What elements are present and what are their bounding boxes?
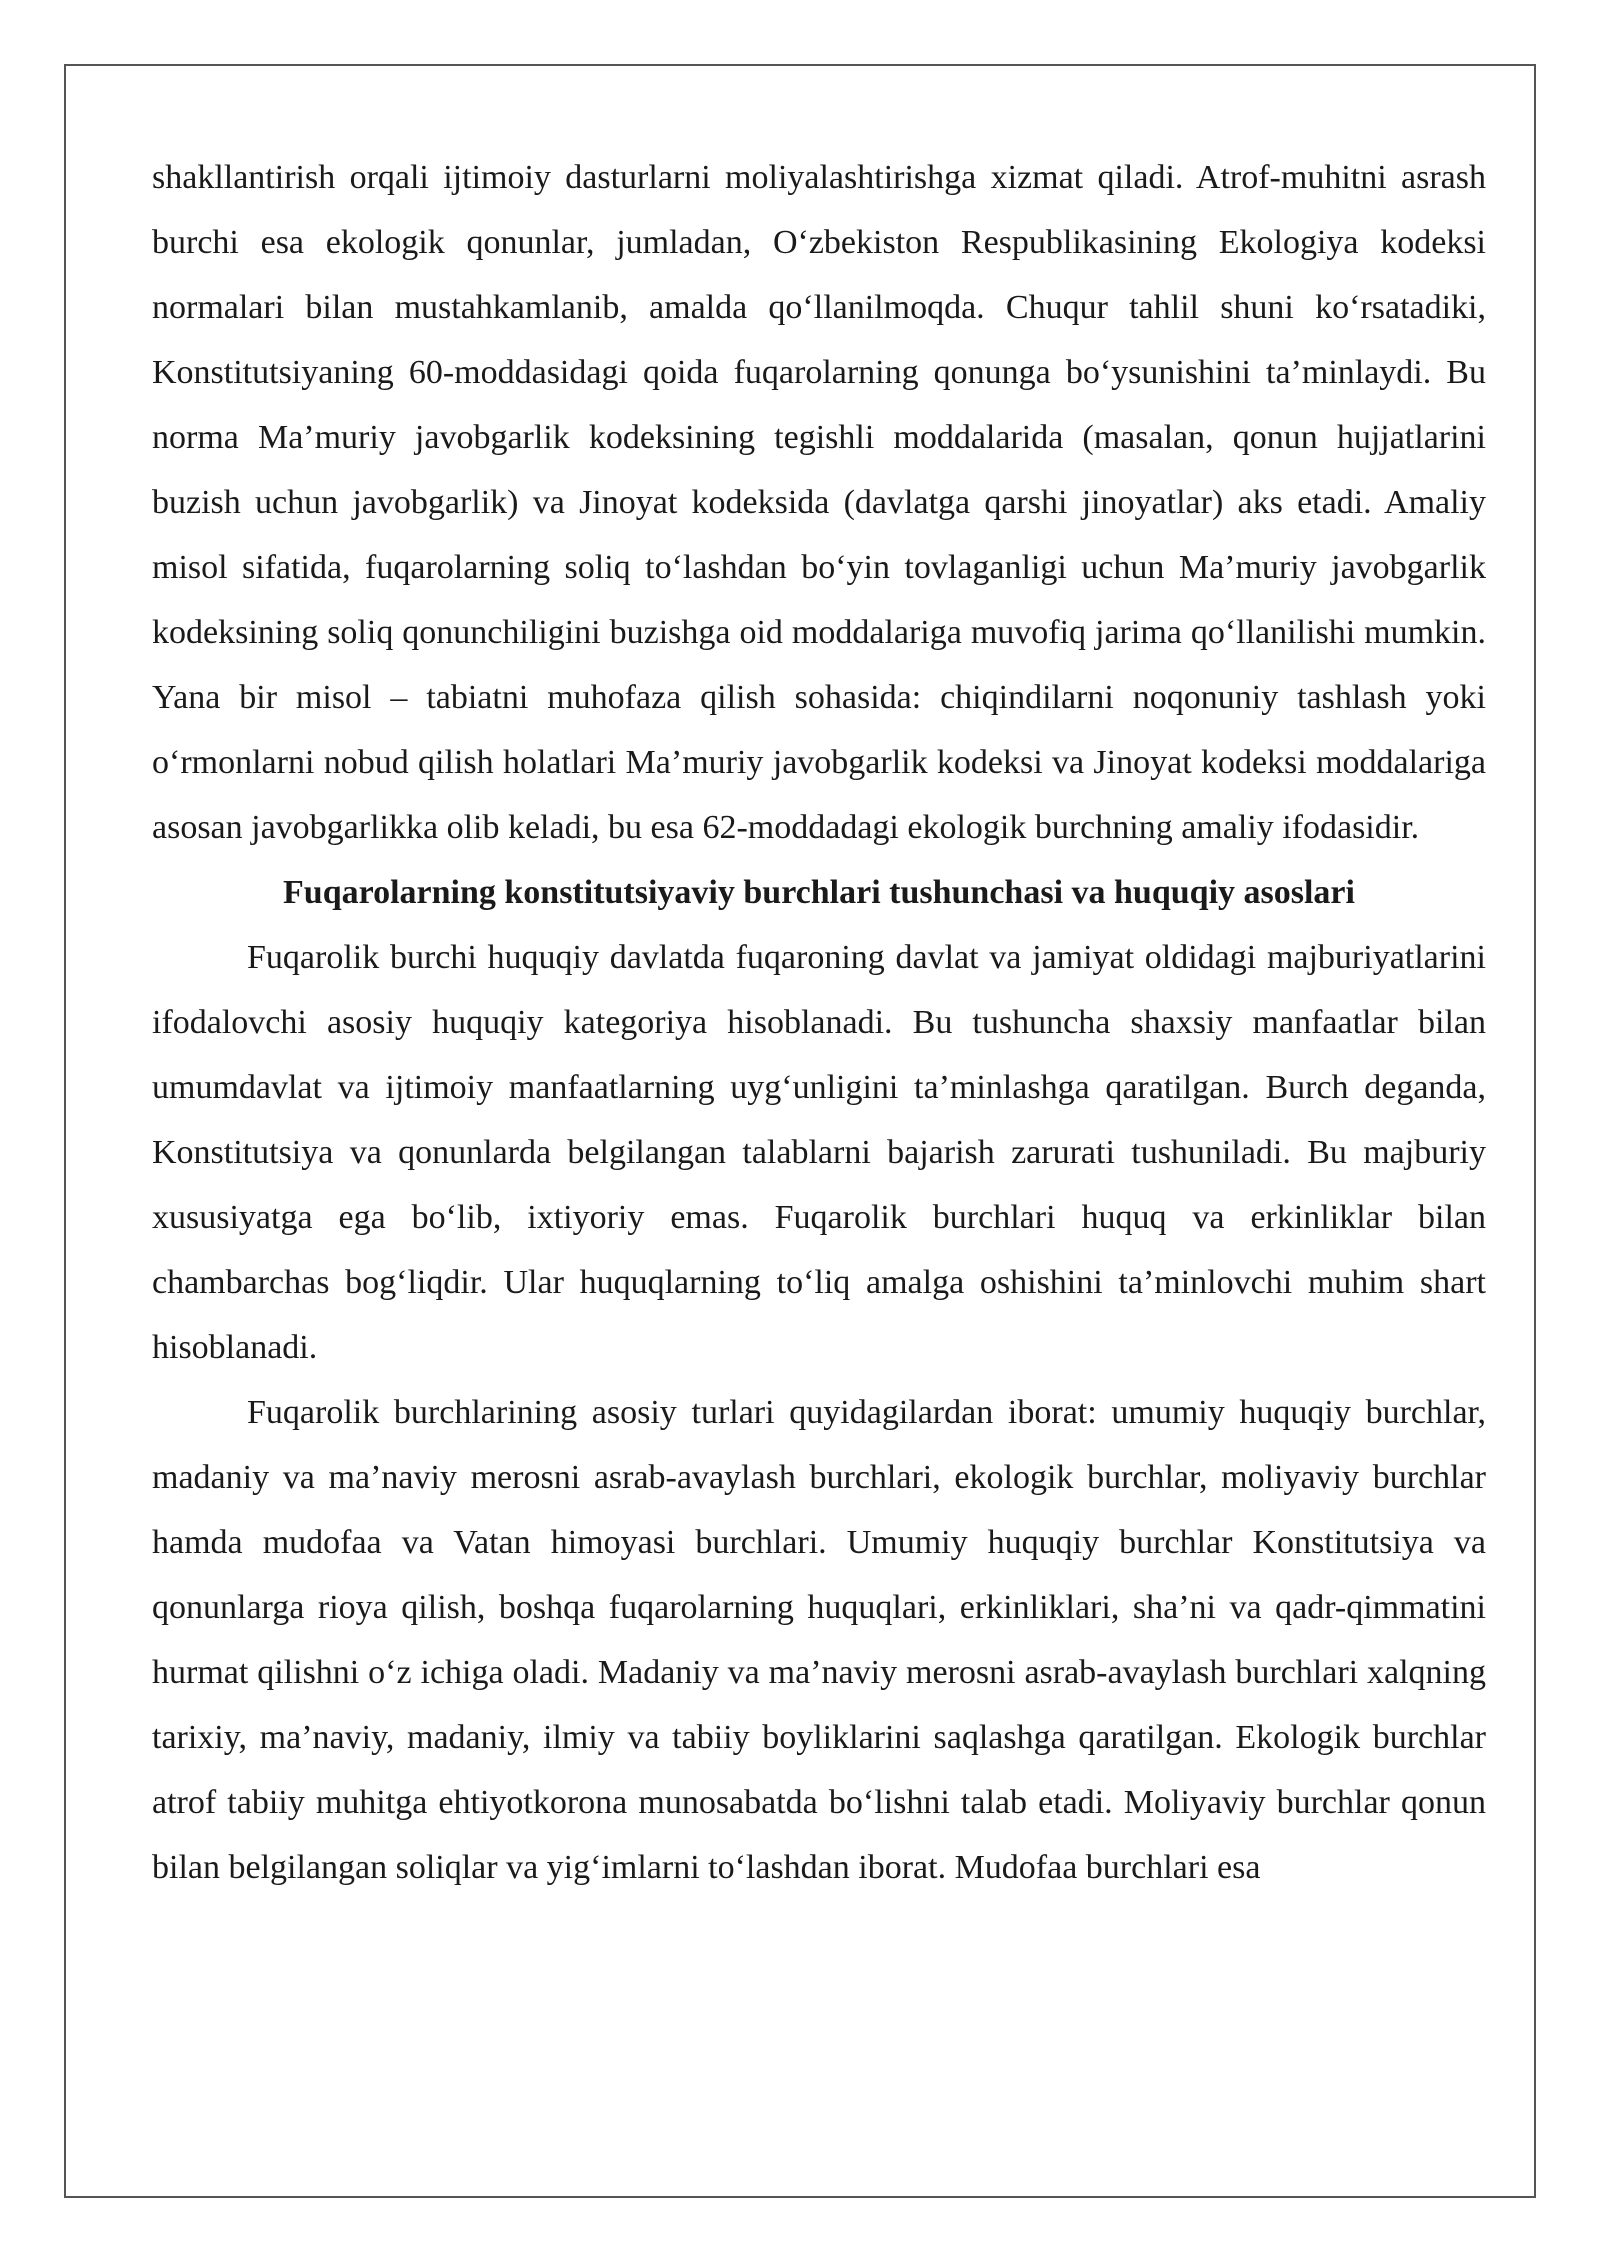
section-heading: Fuqarolarning konstitutsiyaviy burchlari tushunchasi va huquqiy asoslari: [283, 874, 1355, 911]
paragraph-civic-duty-definition: Fuqarolik burchi huquqiy davlatda fuqaroning davlat va jamiyat oldidagi majburiyatlarini ifodalovchi asosiy huquqiy kategoriya hisoblanadi. Bu tushuncha shaxsiy manfaatlar bilan umumdavlat va ijtimoiy manfaatlarning uyg‘unligini ta’minlashga qaratilgan. Burch deganda, Konstitutsiya va qonunlarda belgilangan talablarni bajarish zarurati tushuniladi. Bu majburiy xususiyatga ega bo‘lib, ixtiyoriy emas. Fuqarolik burchlari huquq va erkinliklar bilan chambarchas bog‘liqdir. Ular huquqlarning to‘liq amalga oshishini ta’minlovchi muhim shart hisoblanadi.: [152, 939, 1486, 1366]
document-body: [152, 145, 1486, 1900]
paragraph-continuation: shakllantirish orqali ijtimoiy dasturlarni moliyalashtirishga xizmat qiladi. Atrof-muhitni asrash burchi esa ekologik qonunlar, jumladan, O‘zbekiston Respublikasining Ekologiya kodeksi normalari bilan mustahkamlanib, amalda qo‘llanilmoqda. Chuqur tahlil shuni ko‘rsatadiki, Konstitutsiyaning 60-moddasidagi qoida fuqarolarning qonunga bo‘ysunishini ta’minlaydi. Bu norma Ma’muriy javobgarlik kodeksining tegishli moddalarida (masalan, qonun hujjatlarini buzish uchun javobgarlik) va Jinoyat kodeksida (davlatga qarshi jinoyatlar) aks etadi. Amaliy misol sifatida, fuqarolarning soliq to‘lashdan bo‘yin tovlaganligi uchun Ma’muriy javobgarlik kodeksining soliq qonunchiligini buzishga oid moddalariga muvofiq jarima qo‘llanilishi mumkin. Yana bir misol – tabiatni muhofaza qilish sohasida: chiqindilarni noqonuniy tashlash yoki o‘rmonlarni nobud qilish holatlari Ma’muriy javobgarlik kodeksi va Jinoyat kodeksi moddalariga asosan javobgarlikka olib keladi, bu esa 62-moddadagi ekologik burchning amaliy ifodasidir.: [152, 159, 1486, 846]
paragraph-duty-types: Fuqarolik burchlarining asosiy turlari quyidagilardan iborat: umumiy huquqiy burchlar, madaniy va ma’naviy merosni asrab-avaylash burchlari, ekologik burchlar, moliyaviy burchlar hamda mudofaa va Vatan himoyasi burchlari. Umumiy huquqiy burchlar Konstitutsiya va qonunlarga rioya qilish, boshqa fuqarolarning huquqlari, erkinliklari, sha’ni va qadr-qimmatini hurmat qilishni o‘z ichiga oladi. Madaniy va ma’naviy merosni asrab-avaylash burchlari xalqning tarixiy, ma’naviy, madaniy, ilmiy va tabiiy boyliklarini saqlashga qaratilgan. Ekologik burchlar atrof tabiiy muhitga ehtiyotkorona munosabatda bo‘lishni talab etadi. Moliyaviy burchlar qonun bilan belgilangan soliqlar va yig‘imlarni to‘lashdan iborat. Mudofaa burchlari esa: [152, 1394, 1486, 1886]
